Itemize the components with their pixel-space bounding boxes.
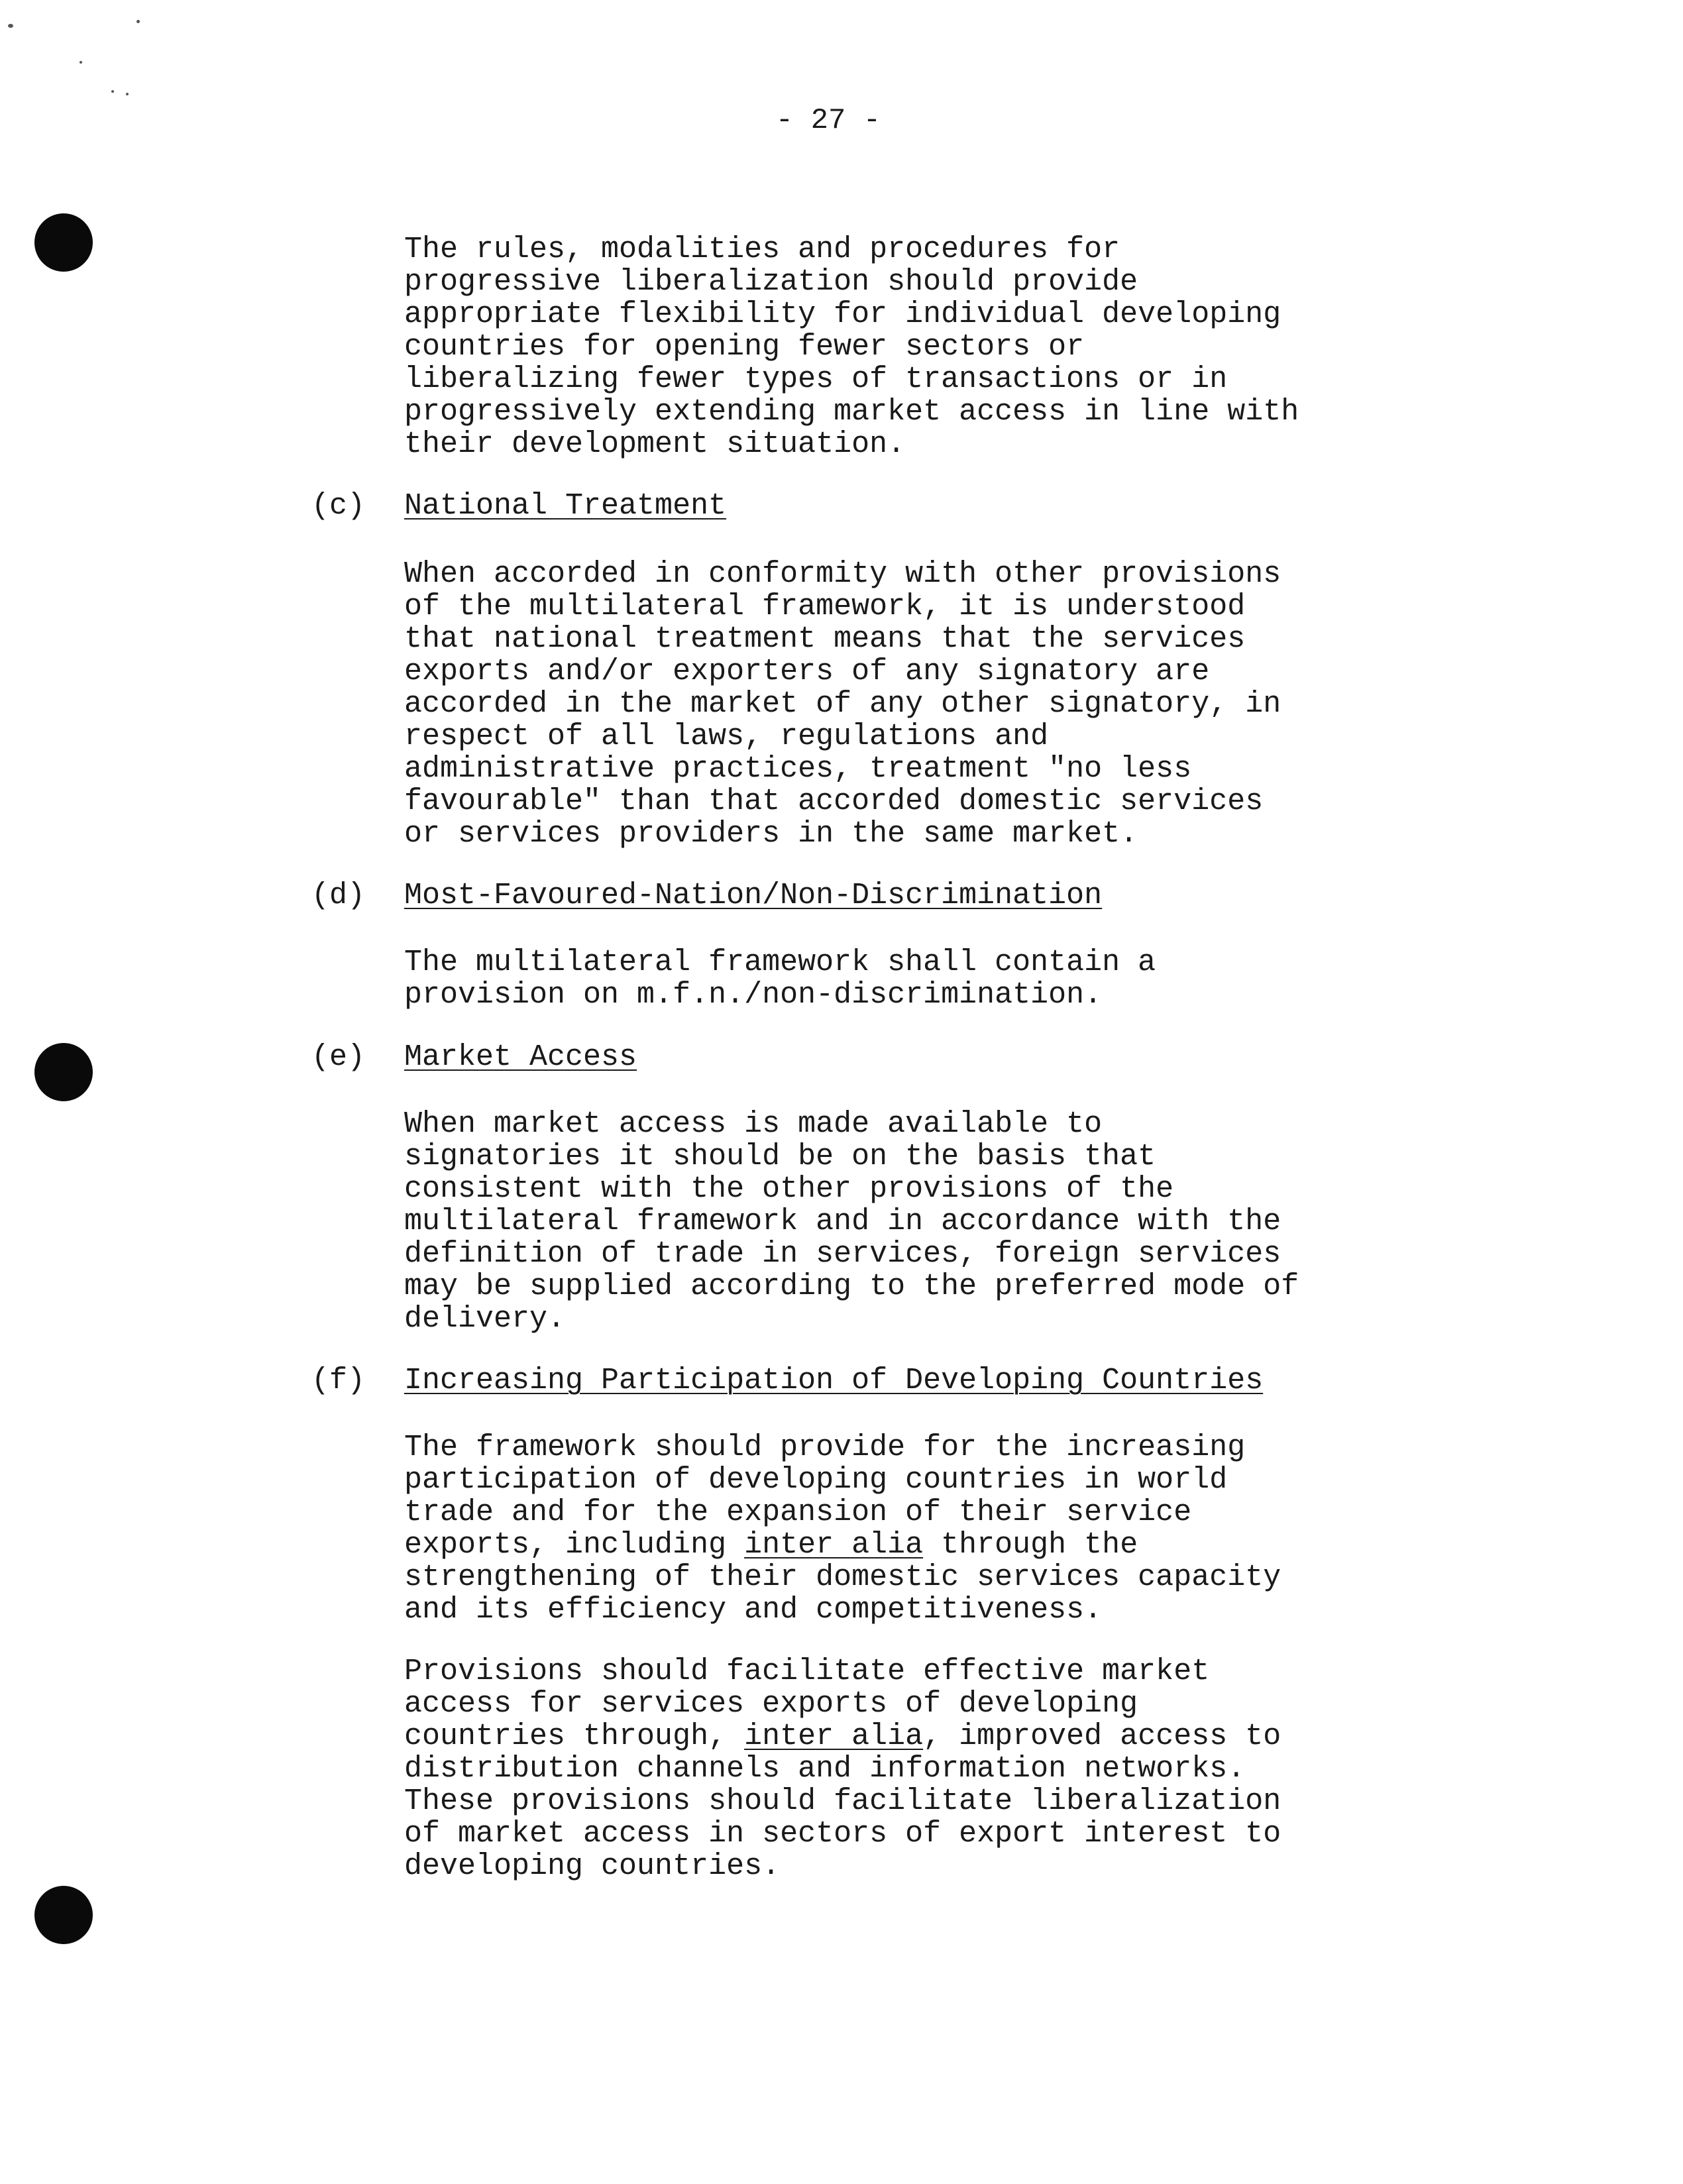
section-body-d: The multilateral framework shall contain a provision on m.f.n./non-discrimination. <box>404 946 1156 1012</box>
scan-speck <box>111 90 114 93</box>
emphasis-inter-alia: inter alia <box>744 1720 924 1753</box>
scan-speck <box>126 93 129 95</box>
scan-speck <box>136 20 140 23</box>
scan-speck <box>80 61 82 64</box>
page-number: - 27 - <box>775 104 881 137</box>
section-label: (e) <box>311 1040 366 1074</box>
section-label: (c) <box>311 489 366 523</box>
section-heading-e <box>311 1040 637 1075</box>
section-label: (f) <box>311 1364 366 1397</box>
emphasis-inter-alia: inter alia <box>744 1528 924 1562</box>
section-title: Increasing Participation of Developing Countries <box>404 1364 1264 1397</box>
punch-hole-top <box>34 213 93 272</box>
text-run: The framework should provide for the increasing participation of developing countries in world trade and for the expansion of their service exports, including <box>404 1431 1246 1562</box>
text-run: through the strengthening of their domestic services capacity and its efficiency and competitiveness. <box>404 1528 1281 1627</box>
text-run: Provisions should facilitate effective market access for services exports of developing countries through, <box>404 1655 1210 1753</box>
scan-speck <box>8 24 13 28</box>
section-heading-f <box>311 1364 1263 1398</box>
punch-hole-middle <box>34 1043 93 1101</box>
section-body-c: When accorded in conformity with other provisions of the multilateral framework, it is understood that national treatment means that the services exports and/or exporters of any signatory are accorded in the market of any other signatory, in respect of all laws, regulations and administrative practices, treatment "no less favourable" than that accorded domestic services or services providers in the same market. <box>404 557 1281 851</box>
section-title: Market Access <box>404 1040 637 1074</box>
section-body-e: When market access is made available to signatories it should be on the basis that consistent with the other provisions of the multilateral framework and in accordance with the definition of trade in services, foreign services may be supplied according to the preferred mode of delivery. <box>404 1107 1299 1336</box>
section-title: Most-Favoured-Nation/Non-Discrimination <box>404 879 1103 912</box>
section-heading-c <box>311 489 726 523</box>
intro-paragraph: The rules, modalities and procedures for progressive liberalization should provide appropriate flexibility for individual developing countries for opening fewer sectors or liberalizing fewer types of transactions or in progressively extending market access in line with their development situation. <box>404 233 1299 461</box>
text-run: , improved access to distribution channels and information networks. These provisions should facilitate liberalization of market access in sectors of export interest to developing countries. <box>404 1720 1281 1883</box>
section-body-f-2 <box>404 1655 1398 1883</box>
section-heading-d <box>311 879 1102 913</box>
punch-hole-bottom <box>34 1886 93 1944</box>
section-title: National Treatment <box>404 489 727 523</box>
section-body-f-1 <box>404 1431 1398 1626</box>
section-label: (d) <box>311 879 366 912</box>
